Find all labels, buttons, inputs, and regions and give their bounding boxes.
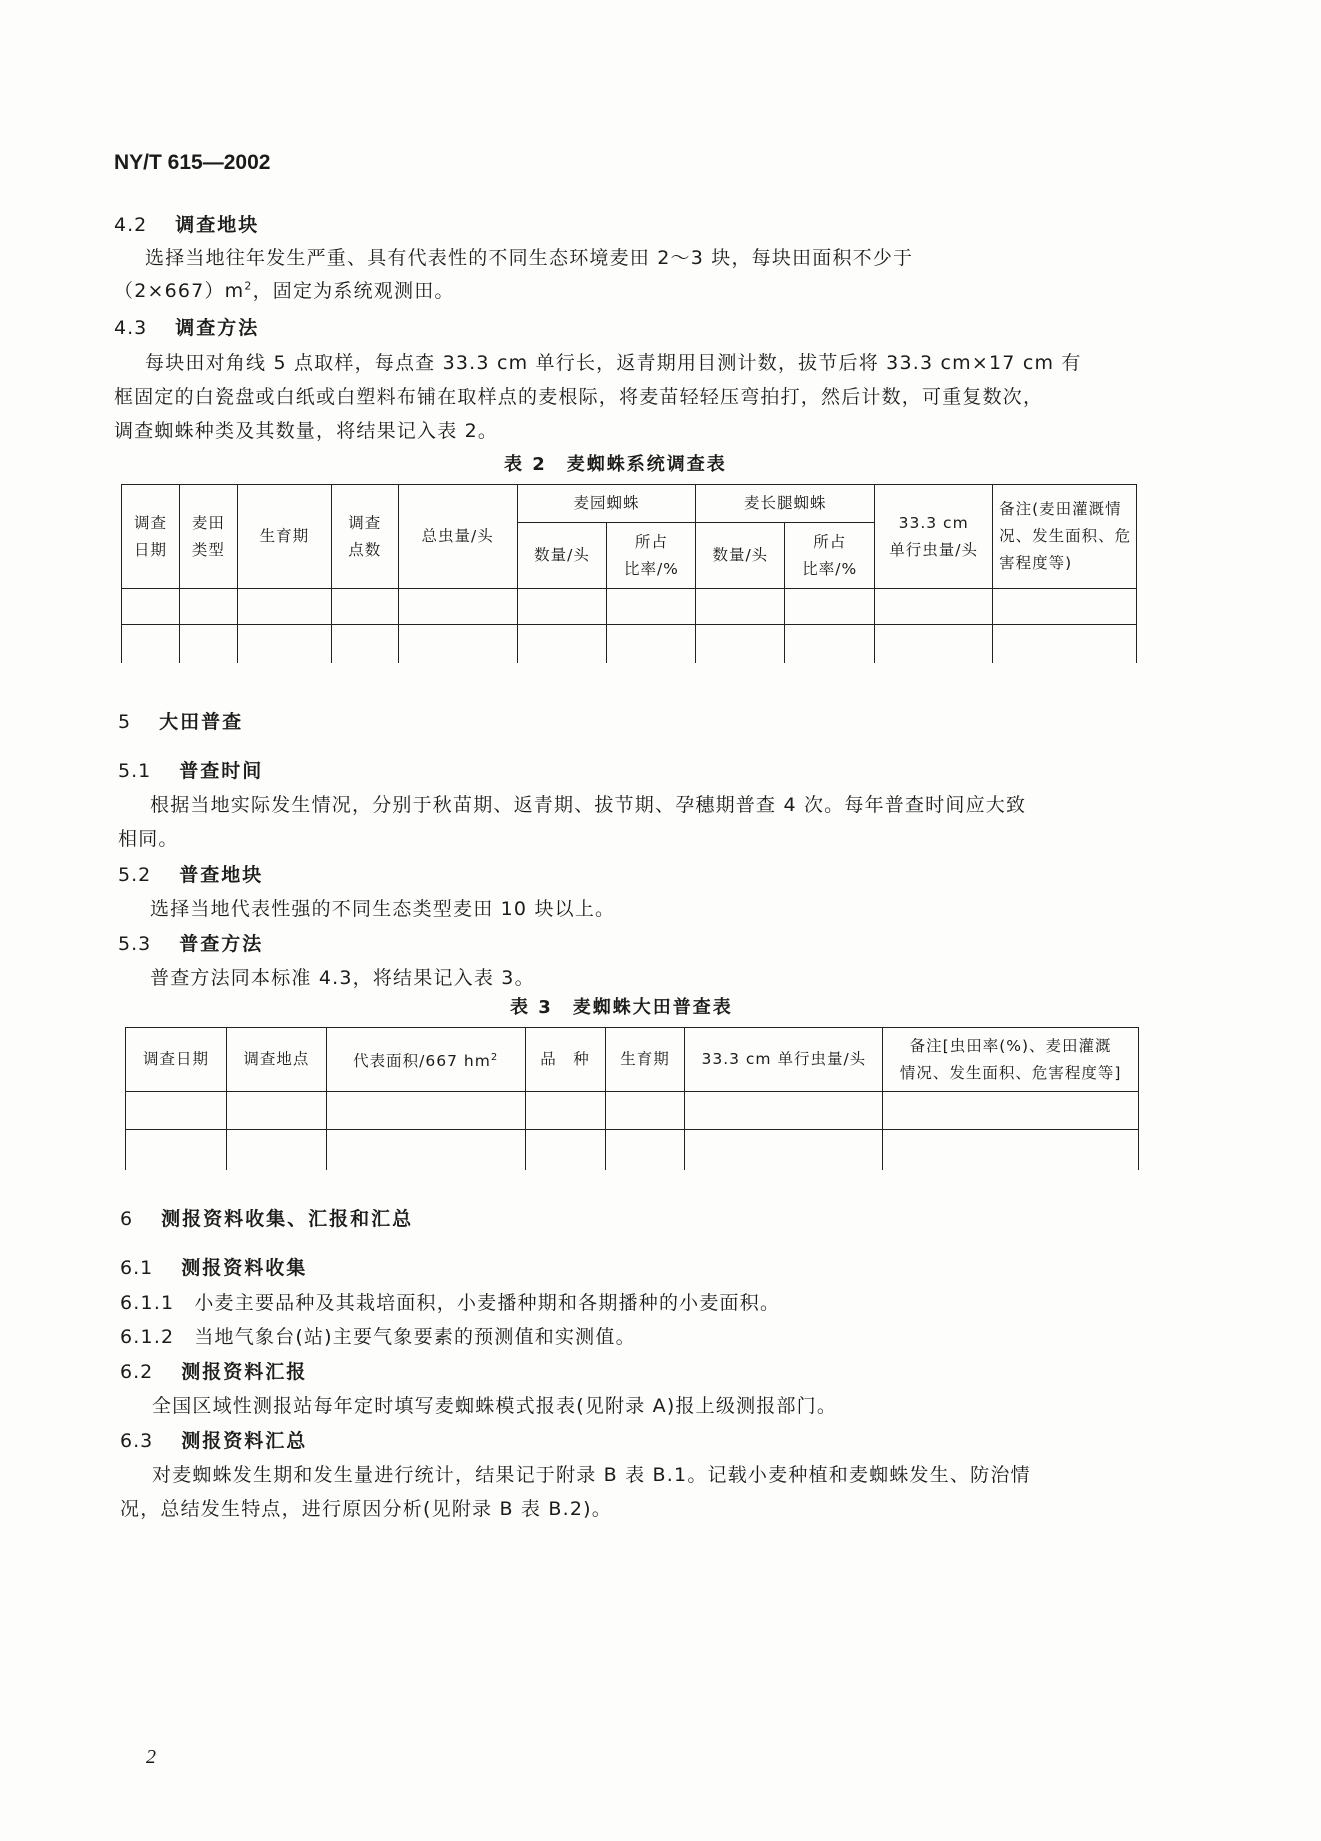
section-6-3-line-2: 况，总结发生特点，进行原因分析(见附录 B 表 B.2)。 bbox=[120, 1498, 612, 1520]
table-2 bbox=[121, 484, 1137, 663]
table-3 bbox=[125, 1027, 1139, 1170]
sub-count-a: 数量/头 bbox=[517, 523, 607, 589]
col-variety: 品 种 bbox=[525, 1028, 605, 1092]
section-4-2-line-1: 选择当地往年发生严重、具有代表性的不同生态环境麦田 2～3 块，每块田面积不少于 bbox=[145, 247, 914, 269]
section-4-2-heading: 4.2 调查地块 bbox=[114, 214, 260, 236]
section-6-1-2: 6.1.2 当地气象台(站)主要气象要素的预测值和实测值。 bbox=[120, 1326, 636, 1348]
section-4-3-line-1: 每块田对角线 5 点取样，每点查 33.3 cm 单行长，返青期用目测计数，拔节后将 33.3 cm×17 cm 有 bbox=[145, 352, 1082, 374]
section-6-heading: 6 测报资料收集、汇报和汇总 bbox=[120, 1208, 414, 1230]
col-survey-date: 调查日期 bbox=[126, 1028, 227, 1092]
page-number: 2 bbox=[146, 1746, 156, 1768]
table-3-caption: 表 3 麦蜘蛛大田普查表 bbox=[510, 997, 733, 1018]
group-long-legged-mite: 麦长腿蜘蛛 bbox=[696, 485, 875, 523]
col-represented-area: 代表面积/667 $hm^2$ bbox=[326, 1028, 525, 1092]
table-row bbox=[126, 1130, 1139, 1170]
section-4-3-line-3: 调查蜘蛛种类及其数量，将结果记入表 2。 bbox=[114, 420, 499, 442]
sub-count-b: 数量/头 bbox=[696, 523, 785, 589]
col-per-row-count: 33.3 cm 单行虫量/头 bbox=[875, 485, 993, 589]
table-row bbox=[122, 589, 1137, 625]
section-5-3-heading: 5.3 普查方法 bbox=[118, 933, 264, 955]
group-wheat-garden-mite: 麦园蜘蛛 bbox=[517, 485, 696, 523]
section-5-2-line-1: 选择当地代表性强的不同生态类型麦田 10 块以上。 bbox=[150, 898, 616, 920]
section-5-3-line-1: 普查方法同本标准 4.3，将结果记入表 3。 bbox=[150, 967, 535, 989]
col-survey-place: 调查地点 bbox=[226, 1028, 326, 1092]
section-6-3-heading: 6.3 测报资料汇总 bbox=[120, 1430, 308, 1452]
section-5-1-line-1: 根据当地实际发生情况，分别于秋苗期、返青期、拔节期、孕穗期普查 4 次。每年普查时间应大致 bbox=[150, 794, 1027, 816]
section-4-2-line-2: $(2\times 667)m^2$，固定为系统观测田。 bbox=[114, 279, 455, 302]
col-per-row-count: 33.3 cm 单行虫量/头 bbox=[685, 1028, 883, 1092]
table-row bbox=[122, 625, 1137, 663]
table-2-caption: 表 2 麦蜘蛛系统调查表 bbox=[504, 454, 727, 475]
section-4-3-line-2: 框固定的白瓷盘或白纸或白塑料布铺在取样点的麦根际，将麦苗轻轻压弯拍打，然后计数，可重复数次， bbox=[114, 386, 1044, 408]
col-growth-stage: 生育期 bbox=[237, 485, 331, 589]
col-total-count: 总虫量/头 bbox=[398, 485, 517, 589]
section-6-2-heading: 6.2 测报资料汇报 bbox=[120, 1361, 308, 1383]
sub-ratio-b: 所占 比率/% bbox=[785, 523, 875, 589]
section-4-3-heading: 4.3 调查方法 bbox=[114, 317, 260, 339]
col-field-type: 麦田 类型 bbox=[179, 485, 237, 589]
section-6-1-heading: 6.1 测报资料收集 bbox=[120, 1257, 308, 1279]
col-survey-points: 调查 点数 bbox=[331, 485, 398, 589]
col-notes: 备注[虫田率(%)、麦田灌溉 情况、发生面积、危害程度等] bbox=[883, 1028, 1139, 1092]
col-survey-date: 调查 日期 bbox=[122, 485, 180, 589]
standard-number: NY/T 615—2002 bbox=[114, 151, 271, 174]
section-5-2-heading: 5.2 普查地块 bbox=[118, 864, 264, 886]
section-5-1-heading: 5.1 普查时间 bbox=[118, 760, 264, 782]
section-6-2-line-1: 全国区域性测报站每年定时填写麦蜘蛛模式报表(见附录 A)报上级测报部门。 bbox=[152, 1395, 838, 1417]
col-growth-stage: 生育期 bbox=[605, 1028, 685, 1092]
col-notes: 备注(麦田灌溉情 况、发生面积、危 害程度等) bbox=[993, 485, 1137, 589]
table-row bbox=[126, 1092, 1139, 1130]
section-6-1-1: 6.1.1 小麦主要品种及其栽培面积，小麦播种期和各期播种的小麦面积。 bbox=[120, 1292, 781, 1314]
section-5-heading: 5 大田普查 bbox=[118, 711, 244, 733]
section-5-1-line-2: 相同。 bbox=[118, 828, 179, 850]
sub-ratio-a: 所占 比率/% bbox=[607, 523, 696, 589]
section-6-3-line-1: 对麦蜘蛛发生期和发生量进行统计，结果记于附录 B 表 B.1。记载小麦种植和麦蜘蛛发生、防治情 bbox=[152, 1464, 1031, 1486]
